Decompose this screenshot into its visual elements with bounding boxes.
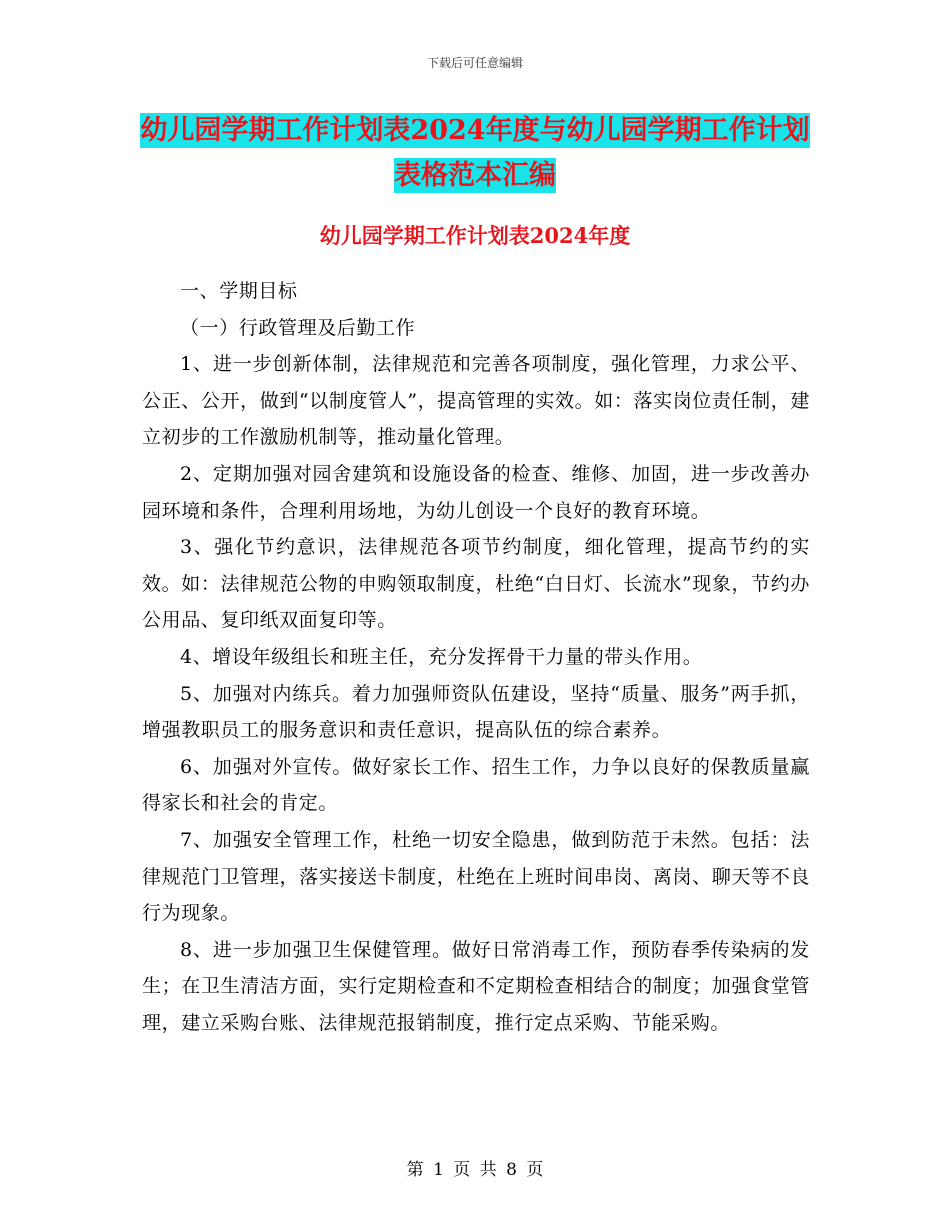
paragraph-2: 2、定期加强对园舍建筑和设施设备的检查、维修、加固，进一步改善办园环境和条件，合理利用场地，为幼儿创设一个良好的教育环境。 (142, 462, 810, 522)
section-title: 幼儿园学期工作计划表2024年度 (319, 223, 631, 248)
heading-goals: 一、学期目标 (180, 280, 298, 302)
document-title-text: 幼儿园学期工作计划表2024年度与幼儿园学期工作计划表格范本汇编 (140, 115, 810, 191)
paragraph-1: 1、进一步创新体制，法律规范和完善各项制度，强化管理，力求公平、公正、公开，做到“以制度管人”，提高管理的实效。如：落实岗位责任制，建立初步的工作激励机制等，推动量化管理。 (142, 353, 810, 449)
header-note: 下载后可任意编辑 (426, 56, 523, 70)
document-title (140, 108, 810, 198)
paragraph-8: 8、进一步加强卫生保健管理。做好日常消毒工作，预防春季传染病的发生；在卫生清洁方面，实行定期检查和不定期检查相结合的制度；加强食堂管理，建立采购台账、法律规范报销制度，推行定点采购、节能采购。 (142, 938, 810, 1034)
paragraph-4: 4、增设年级组长和班主任，充分发挥骨干力量的带头作用。 (180, 645, 703, 668)
paragraph-6: 6、加强对外宣传。做好家长工作、招生工作，力争以良好的保教质量赢得家长和社会的肯定。 (142, 755, 810, 815)
paragraph-7: 7、加强安全管理工作，杜绝一切安全隐患，做到防范于未然。包括：法律规范门卫管理，落实接送卡制度，杜绝在上班时间串岗、离岗、聊天等不良行为现象。 (142, 828, 810, 925)
paragraph-5: 5、加强对内练兵。着力加强师资队伍建设，坚持“质量、服务”两手抓，增强教职员工的服务意识和责任意识，提高队伍的综合素养。 (142, 682, 810, 742)
paragraph-3: 3、强化节约意识，法律规范各项节约制度，细化管理，提高节约的实效。如：法律规范公物的申购领取制度，杜绝“白日灯、长流水”现象，节约办公用品、复印纸双面复印等。 (142, 536, 810, 632)
page-footer: 第 1 页 共 8 页 (406, 1160, 544, 1180)
document-body (142, 273, 810, 1041)
subheading-admin: （一）行政管理及后勤工作 (180, 316, 416, 339)
